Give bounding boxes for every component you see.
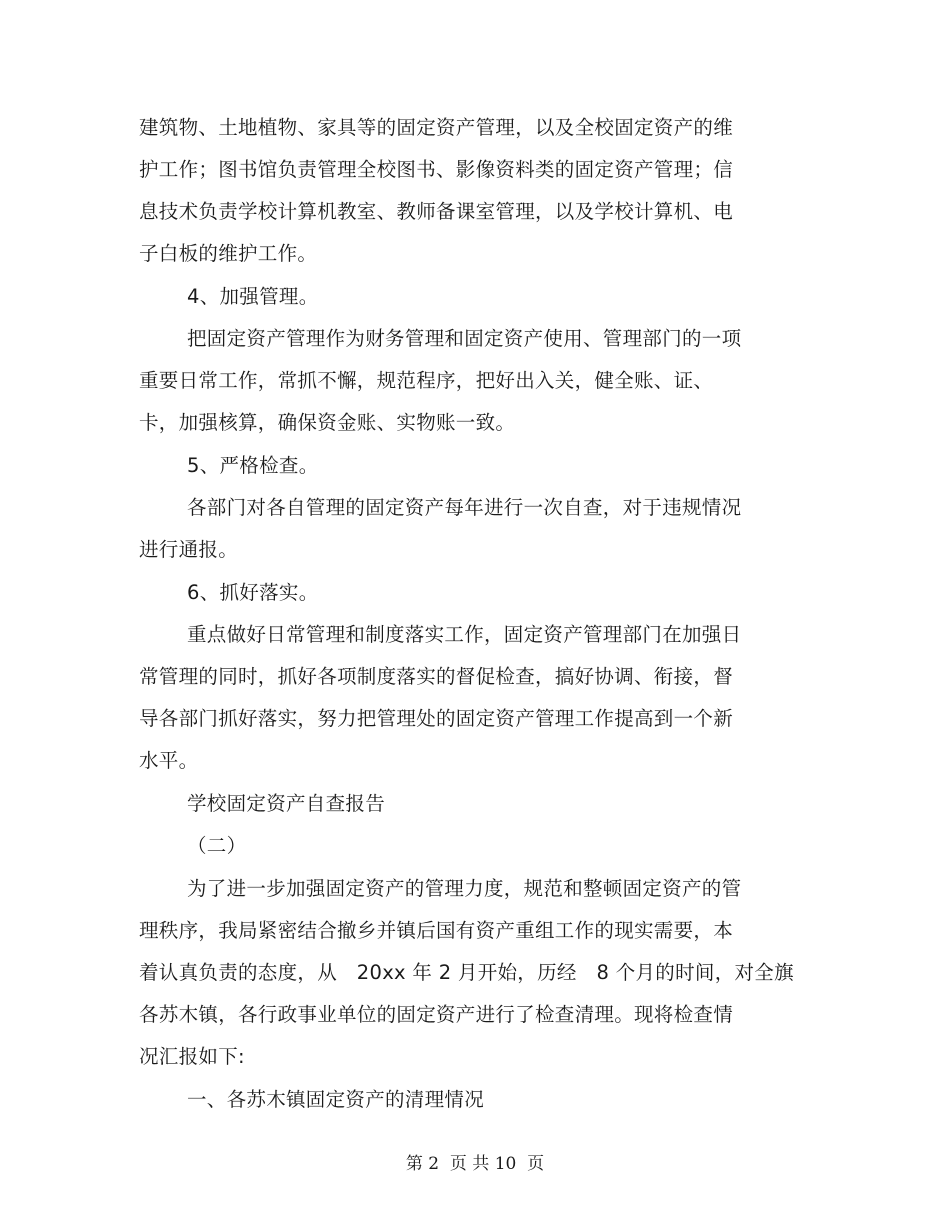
body-text-line: 导各部门抓好落实，努力把管理处的固定资产管理工作提高到一个新 bbox=[139, 707, 734, 730]
body-text-line: 各苏木镇，各行政事业单位的固定资产进行了检查清理。现将检查情 bbox=[139, 1003, 734, 1026]
section-heading: 一、各苏木镇固定资产的清理情况 bbox=[187, 1088, 485, 1111]
body-text-line: 护工作；图书馆负责管理全校图书、影像资料类的固定资产管理；信 bbox=[139, 158, 734, 181]
section-heading: 5、严格检查。 bbox=[187, 454, 319, 477]
section-heading: 4、加强管理。 bbox=[187, 285, 319, 308]
body-text-line: 把固定资产管理作为财务管理和固定资产使用、管理部门的一项 bbox=[187, 327, 742, 350]
body-text-line: 着认真负责的态度，从 20xx 年 2 月开始，历经 8 个月的时间，对全旗 bbox=[139, 961, 794, 984]
body-text-line: 况汇报如下: bbox=[139, 1045, 245, 1068]
body-text-line: 卡，加强核算，确保资金账、实物账一致。 bbox=[139, 411, 516, 434]
body-text-line: 息技术负责学校计算机教室、教师备课室管理，以及学校计算机、电 bbox=[139, 200, 734, 223]
body-text-line: 各部门对各自管理的固定资产每年进行一次自查，对于违规情况 bbox=[187, 496, 742, 519]
body-text-line: 为了进一步加强固定资产的管理力度，规范和整顿固定资产的管 bbox=[187, 877, 742, 900]
section-heading: 6、抓好落实。 bbox=[187, 581, 319, 604]
report-title: 学校固定资产自查报告 bbox=[187, 792, 386, 815]
body-text-line: 重要日常工作，常抓不懈，规范程序，把好出入关，健全账、证、 bbox=[139, 369, 714, 392]
body-text-line: 水平。 bbox=[139, 749, 199, 772]
body-text-line: 子白板的维护工作。 bbox=[139, 242, 318, 265]
body-text-line: 建筑物、土地植物、家具等的固定资产管理，以及全校固定资产的维 bbox=[139, 116, 734, 139]
report-subtitle: （二） bbox=[187, 834, 247, 857]
body-text-line: 重点做好日常管理和制度落实工作，固定资产管理部门在加强日 bbox=[187, 623, 742, 646]
body-text-line: 进行通报。 bbox=[139, 538, 239, 561]
page-footer: 第 2 页 共 10 页 bbox=[405, 1154, 545, 1174]
body-text-line: 理秩序，我局紧密结合撤乡并镇后国有资产重组工作的现实需要，本 bbox=[139, 919, 734, 942]
body-text-line: 常管理的同时，抓好各项制度落实的督促检查，搞好协调、衔接，督 bbox=[139, 665, 734, 688]
